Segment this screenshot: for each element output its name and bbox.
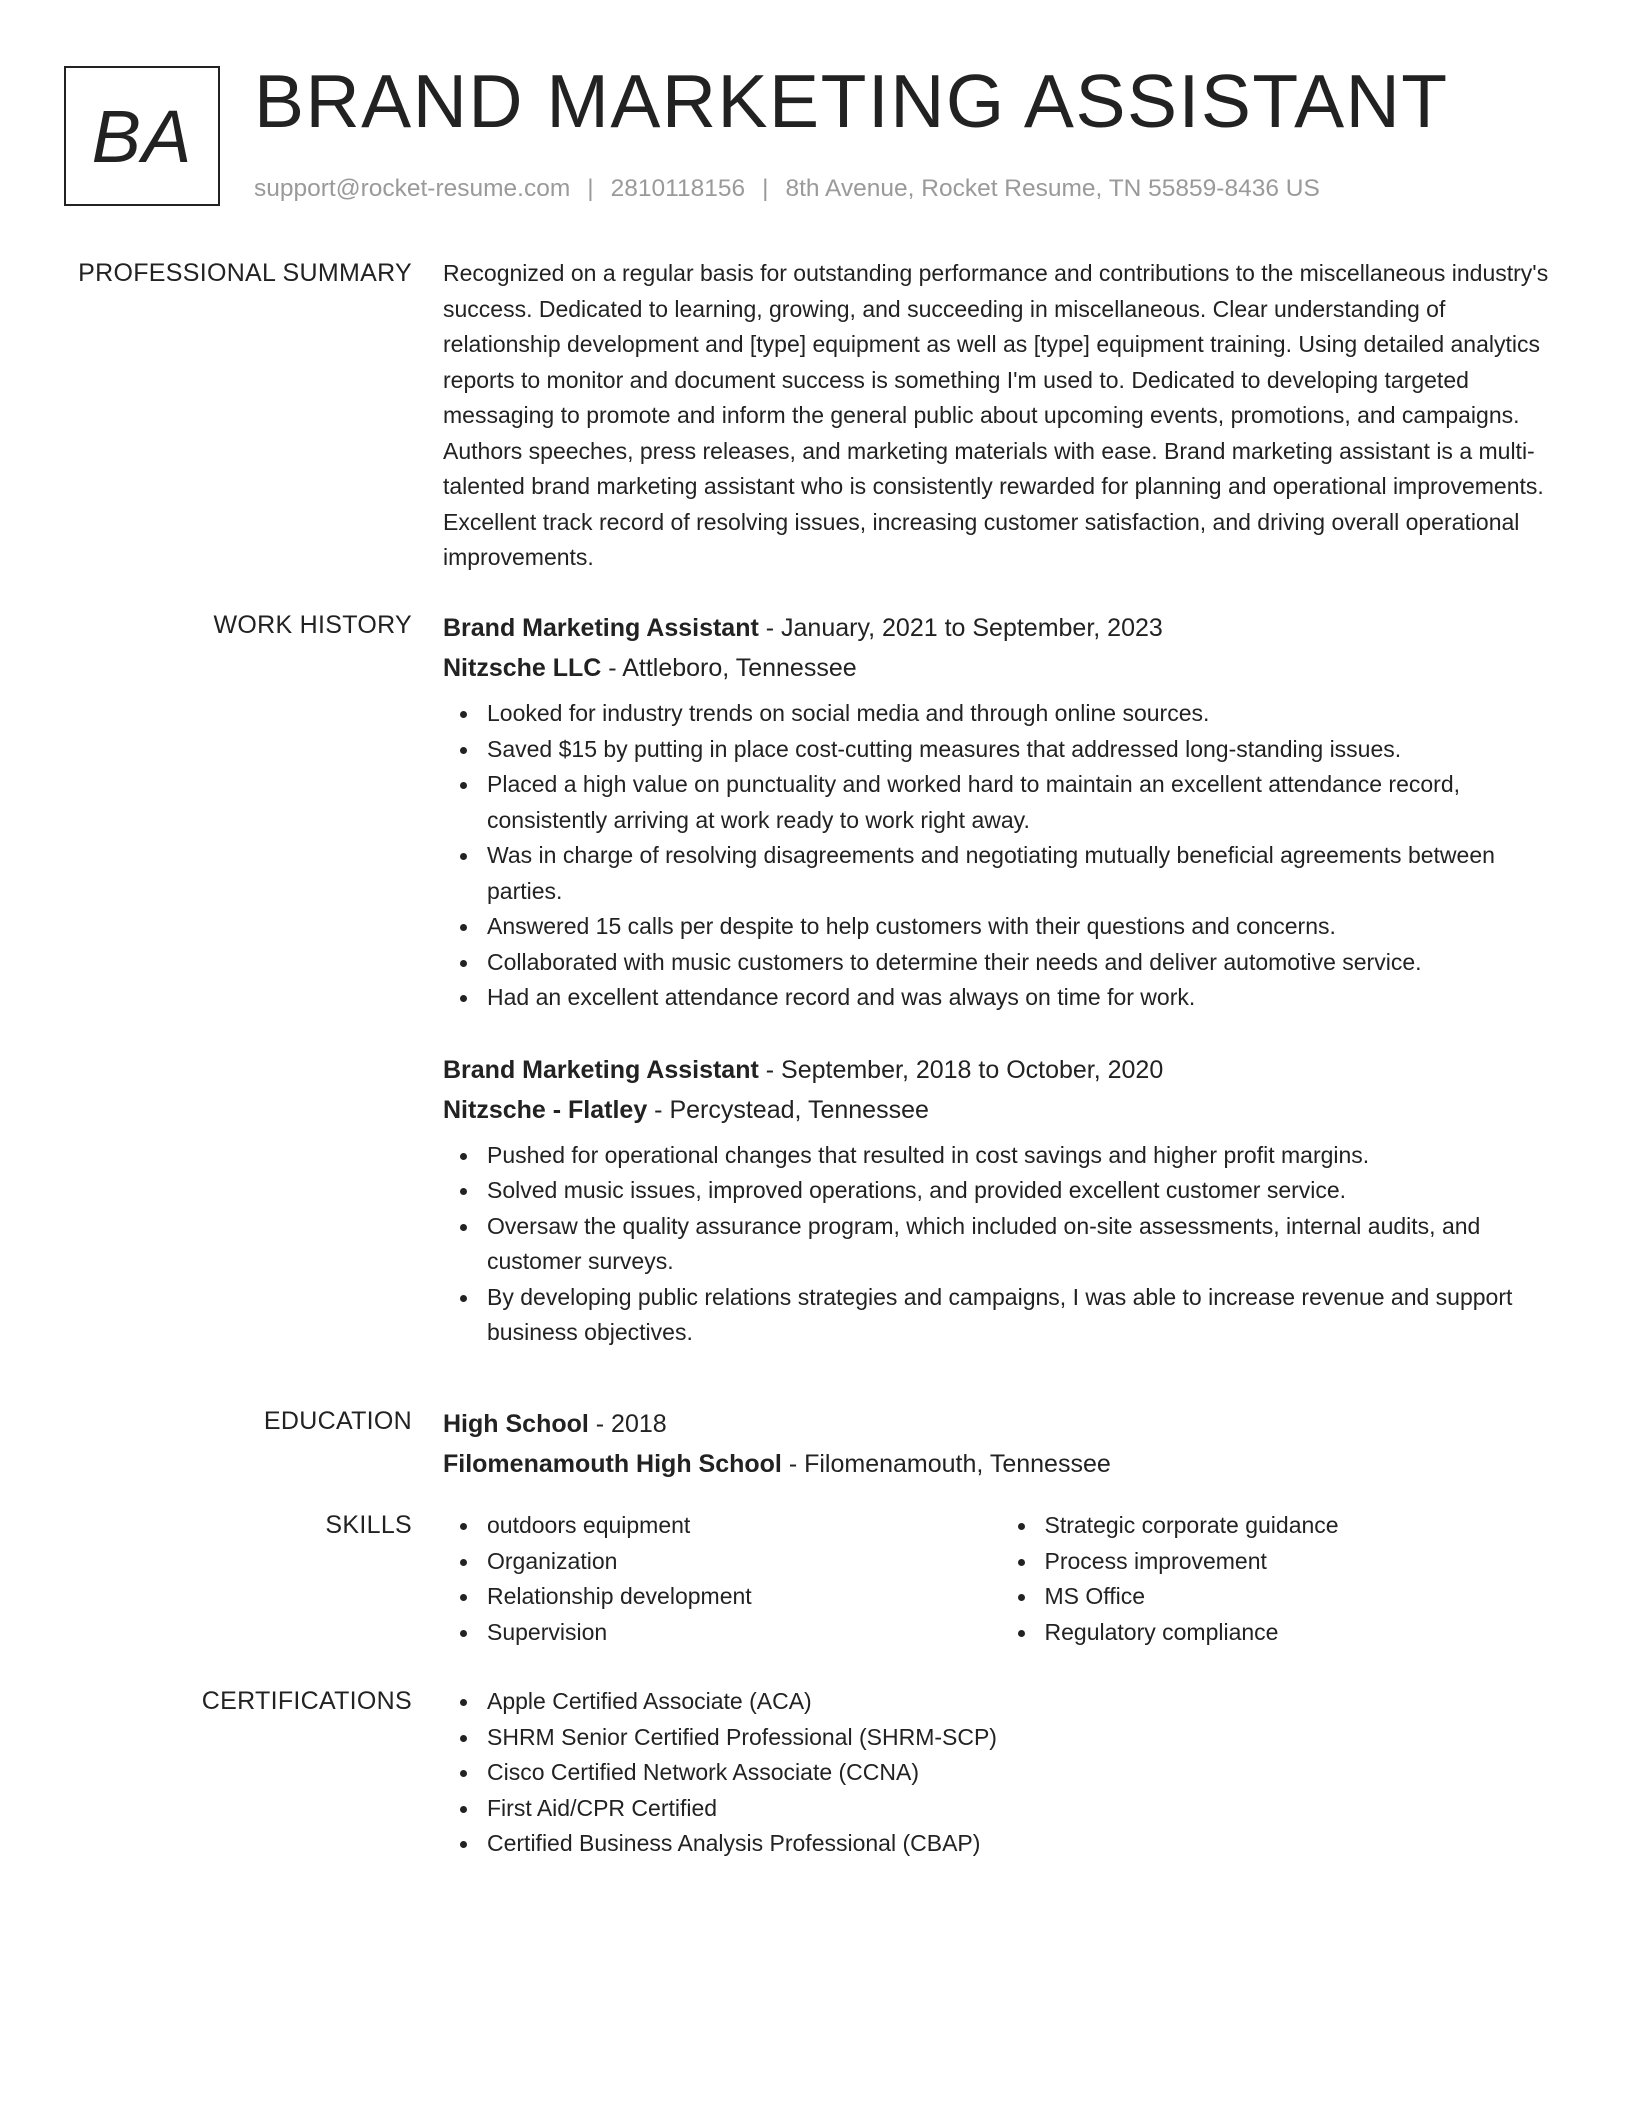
- list-item: Process improvement: [1045, 1544, 1559, 1580]
- section-body: [443, 608, 1558, 1351]
- list-item: Looked for industry trends on social media and through online sources.: [487, 696, 1558, 732]
- list-item: First Aid/CPR Certified: [487, 1791, 1558, 1827]
- job-company: Nitzsche LLC: [443, 654, 602, 682]
- section-heading: SKILLS: [325, 1511, 412, 1539]
- job-title-line: [443, 1050, 1558, 1090]
- education-year: - 2018: [588, 1410, 667, 1438]
- job-title: Brand Marketing Assistant: [443, 614, 759, 642]
- summary-text: Recognized on a regular basis for outstanding performance and contributions to the miscellaneous industry's success. Dedicated to learning, growing, and succeeding in miscellaneous. Clear understanding of relationship development and [type] equipment as well as [type] equipment training. Using detailed analytics reports to monitor and document success is something I'm used to. Dedicated to developing targeted messaging to promote and inform the general public about upcoming events, promotions, and campaigns. Authors speeches, press releases, and marketing materials with ease. Brand marketing assistant is a multi-talented brand marketing assistant who is consistently rewarded for planning and operational improvements. Excellent track record of resolving issues, increasing customer satisfaction, and driving overall operational improvements.: [443, 260, 1549, 570]
- list-item: Pushed for operational changes that resulted in cost savings and higher profit margins.: [487, 1138, 1558, 1174]
- education-degree-line: [443, 1404, 1558, 1444]
- job-dates: - January, 2021 to September, 2023: [758, 614, 1163, 642]
- job-bullets: [443, 1138, 1558, 1351]
- job-dates: - September, 2018 to October, 2020: [758, 1055, 1164, 1084]
- job-entry: [443, 608, 1558, 1016]
- list-item: Collaborated with music customers to determine their needs and deliver automotive service.: [487, 945, 1558, 981]
- education-school-line: [443, 1444, 1558, 1484]
- job-company-line: [443, 1090, 1558, 1130]
- list-item: Was in charge of resolving disagreements and negotiating mutually beneficial agreements between parties.: [487, 838, 1558, 909]
- page-title: BRAND MARKETING ASSISTANT: [254, 59, 1449, 143]
- job-entry: [443, 1050, 1558, 1351]
- contact-line: [254, 172, 1320, 206]
- list-item: Organization: [487, 1544, 1001, 1580]
- education-degree: High School: [443, 1410, 589, 1438]
- list-item: By developing public relations strategies and campaigns, I was able to increase revenue and support business objectives.: [487, 1280, 1558, 1351]
- list-item: Supervision: [487, 1615, 1001, 1651]
- list-item: Saved $15 by putting in place cost-cutting measures that addressed long-standing issues.: [487, 732, 1558, 768]
- list-item: SHRM Senior Certified Professional (SHRM-SCP): [487, 1720, 1558, 1756]
- list-item: outdoors equipment: [487, 1508, 1001, 1544]
- section-body: [443, 1508, 1558, 1650]
- list-item: Strategic corporate guidance: [1045, 1508, 1559, 1544]
- section-heading: PROFESSIONAL SUMMARY: [78, 259, 412, 287]
- section-body: [443, 1404, 1558, 1484]
- list-item: Solved music issues, improved operations, and provided excellent customer service.: [487, 1173, 1558, 1209]
- section-heading: WORK HISTORY: [213, 611, 412, 639]
- education-school: Filomenamouth High School: [443, 1450, 782, 1478]
- list-item: Apple Certified Associate (ACA): [487, 1684, 1558, 1720]
- list-item: Answered 15 calls per despite to help customers with their questions and concerns.: [487, 909, 1558, 945]
- contact-address: 8th Avenue, Rocket Resume, TN 55859-8436 US: [785, 175, 1320, 202]
- job-location: - Attleboro, Tennessee: [601, 654, 857, 682]
- job-company: Nitzsche - Flatley: [443, 1095, 648, 1124]
- skills-column-right: [1001, 1508, 1559, 1650]
- list-item: MS Office: [1045, 1579, 1559, 1615]
- list-item: Had an excellent attendance record and was always on time for work.: [487, 980, 1558, 1016]
- job-title: Brand Marketing Assistant: [443, 1055, 759, 1084]
- education-location: - Filomenamouth, Tennessee: [781, 1450, 1111, 1478]
- section-body: [443, 1684, 1558, 1862]
- section-heading: EDUCATION: [263, 1407, 412, 1435]
- list-item: Certified Business Analysis Professional (CBAP): [487, 1826, 1558, 1862]
- section-body: [443, 256, 1558, 576]
- monogram-logo: BA: [64, 66, 220, 206]
- contact-phone[interactable]: 2810118156: [610, 175, 746, 202]
- skills-grid: [443, 1508, 1558, 1650]
- skills-column-left: [443, 1508, 1001, 1650]
- contact-separator: |: [587, 175, 594, 202]
- list-item: Cisco Certified Network Associate (CCNA): [487, 1755, 1558, 1791]
- section-heading: CERTIFICATIONS: [201, 1687, 412, 1715]
- contact-separator: |: [762, 175, 769, 202]
- contact-email[interactable]: support@rocket-resume.com: [254, 175, 571, 202]
- job-title-line: [443, 608, 1558, 648]
- job-bullets: [443, 696, 1558, 1016]
- job-location: - Percystead, Tennessee: [647, 1095, 929, 1124]
- job-company-line: [443, 648, 1558, 688]
- list-item: Relationship development: [487, 1579, 1001, 1615]
- list-item: Oversaw the quality assurance program, which included on-site assessments, internal audits, and customer surveys.: [487, 1209, 1558, 1280]
- list-item: Placed a high value on punctuality and worked hard to maintain an excellent attendance record, consistently arriving at work ready to work right away.: [487, 767, 1558, 838]
- certifications-list: [443, 1684, 1558, 1862]
- list-item: Regulatory compliance: [1045, 1615, 1559, 1651]
